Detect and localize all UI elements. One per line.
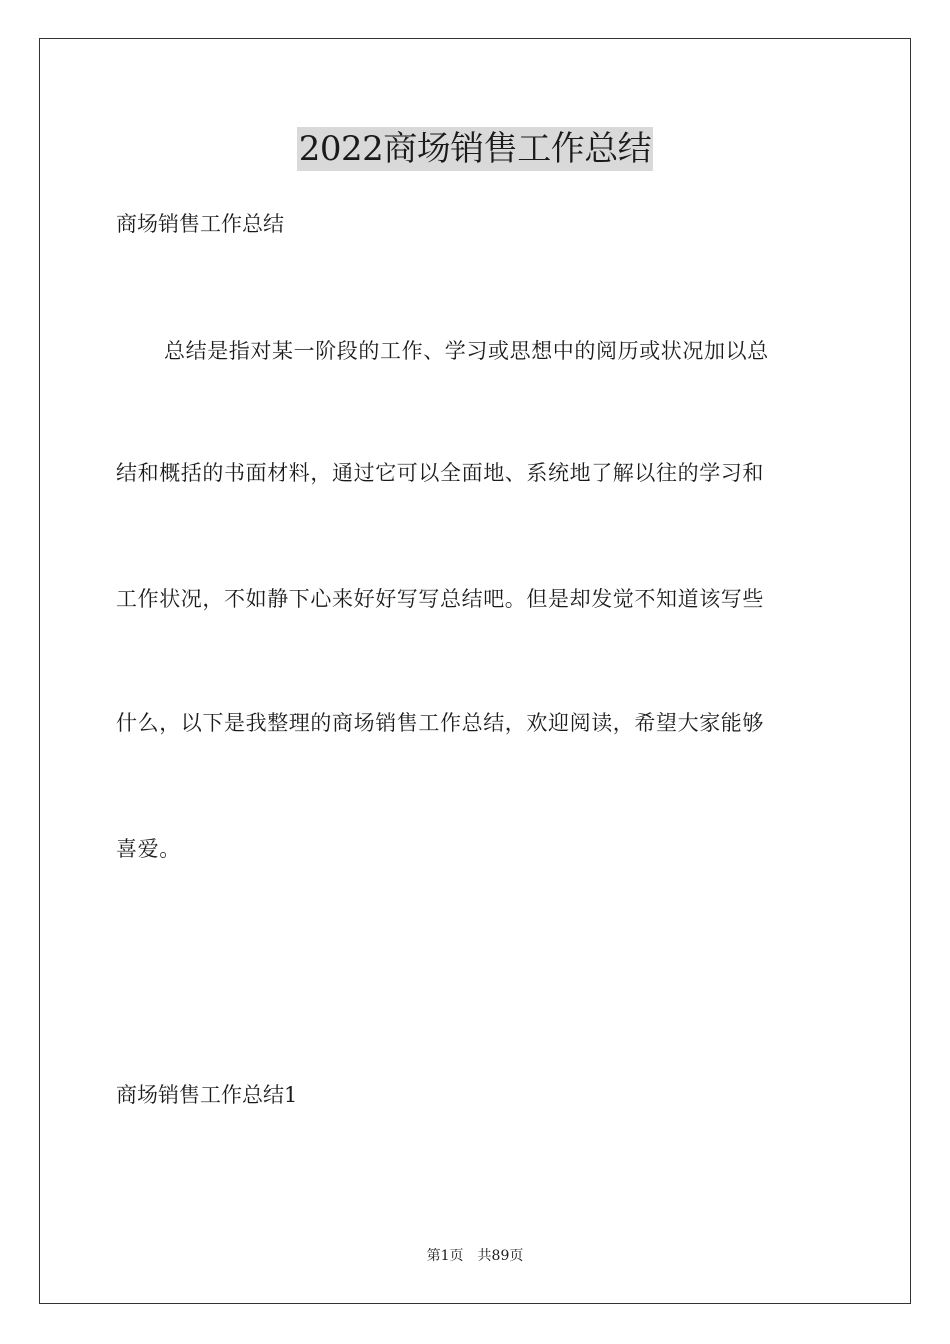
paragraph-line: 结和概括的书面材料，通过它可以全面地、系统地了解以往的学习和 [116, 461, 764, 485]
section-heading: 商场销售工作总结1 [116, 1083, 298, 1107]
document-subtitle: 商场销售工作总结 [116, 212, 284, 236]
paragraph-line: 工作状况，不如静下心来好好写写总结吧。但是却发觉不知道该写些 [116, 587, 764, 611]
document-title [0, 127, 950, 171]
paragraph-line: 什么，以下是我整理的商场销售工作总结，欢迎阅读，希望大家能够 [116, 711, 764, 735]
page-footer: 第1页 共89页 [426, 1248, 524, 1264]
paragraph-line: 喜爱。 [116, 837, 181, 861]
document-title-text: 2022商场销售工作总结 [298, 129, 652, 169]
paragraph-line: 总结是指对某一阶段的工作、学习或思想中的阅历或状况加以总 [164, 339, 769, 363]
